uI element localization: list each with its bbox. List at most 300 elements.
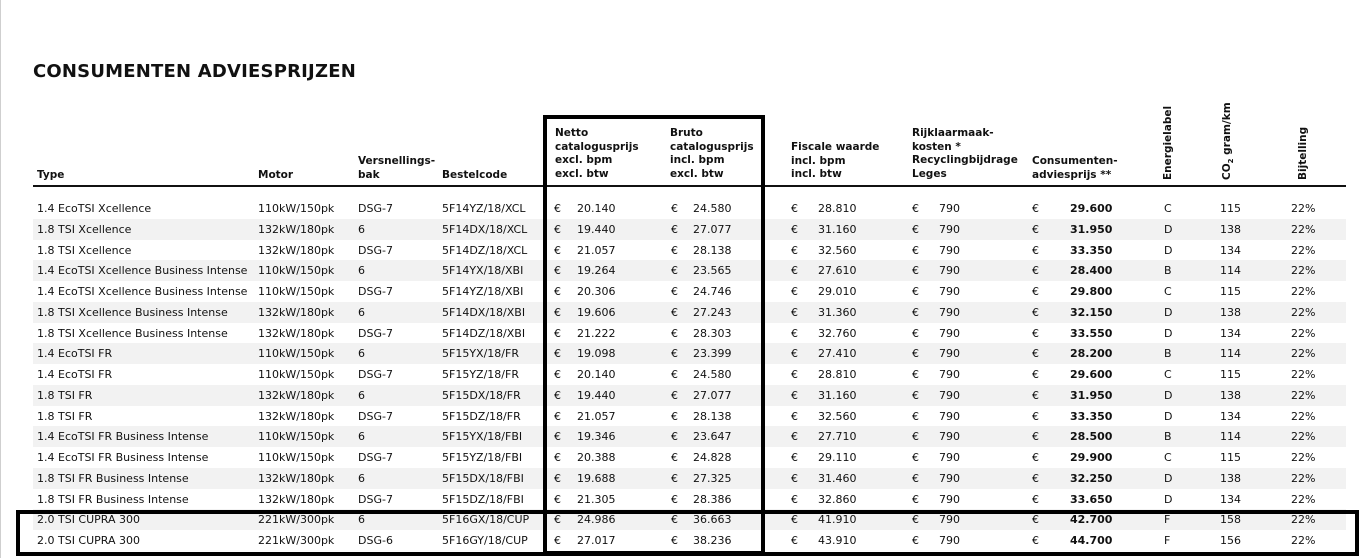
header-rijklaar-line: Leges bbox=[912, 167, 947, 180]
cell-netto: 20.140 bbox=[577, 202, 616, 215]
cell-bak: 6 bbox=[358, 305, 365, 319]
header-type-text: Type bbox=[37, 169, 65, 181]
header-netto-line: excl. btw bbox=[555, 167, 609, 180]
currency-symbol: € bbox=[671, 347, 678, 361]
cell-advies: 28.200 bbox=[1070, 347, 1113, 361]
cell-motor: 110kW/150pk bbox=[258, 202, 335, 215]
cell-netto: 19.440 bbox=[577, 388, 616, 402]
cell-label: D bbox=[1164, 243, 1173, 257]
cell-advies: 29.900 bbox=[1070, 451, 1113, 464]
currency-symbol: € bbox=[1032, 388, 1039, 402]
cell-co2: 134 bbox=[1220, 326, 1241, 340]
table-row bbox=[33, 198, 1346, 219]
cell-fiscale: 31.360 bbox=[818, 305, 857, 319]
cell-bak: 6 bbox=[358, 513, 365, 527]
header-co2 bbox=[1221, 102, 1235, 180]
cell-advies: 29.600 bbox=[1070, 368, 1113, 381]
cell-rijklaar: 790 bbox=[939, 347, 960, 361]
cell-co2: 114 bbox=[1220, 430, 1241, 444]
cell-bak: 6 bbox=[358, 471, 365, 485]
header-versnellingsbak-line: bak bbox=[358, 168, 380, 181]
header-versnellingsbak-line: Versnellings- bbox=[358, 155, 436, 167]
currency-symbol: € bbox=[912, 305, 919, 319]
cell-motor: 110kW/150pk bbox=[258, 368, 335, 381]
cell-co2: 115 bbox=[1220, 451, 1241, 464]
cell-bijtelling: 22% bbox=[1291, 388, 1316, 402]
header-motor bbox=[258, 169, 293, 183]
cell-code: 5F15YZ/18/FBI bbox=[442, 451, 523, 464]
cell-bruto: 24.580 bbox=[693, 368, 732, 381]
currency-symbol: € bbox=[791, 326, 798, 340]
cell-label: B bbox=[1164, 430, 1172, 444]
currency-symbol: € bbox=[1032, 222, 1039, 236]
cell-advies: 28.400 bbox=[1070, 264, 1113, 278]
table-row bbox=[33, 530, 1346, 551]
currency-symbol: € bbox=[1032, 471, 1039, 485]
cell-code: 5F15DZ/18/FR bbox=[442, 409, 521, 423]
cell-co2: 138 bbox=[1220, 471, 1241, 485]
cell-bak: 6 bbox=[358, 388, 365, 402]
currency-symbol: € bbox=[554, 492, 561, 506]
cell-netto: 19.440 bbox=[577, 222, 616, 236]
currency-symbol: € bbox=[1032, 451, 1039, 464]
currency-symbol: € bbox=[671, 368, 678, 381]
cell-motor: 132kW/180pk bbox=[258, 222, 335, 236]
cell-bruto: 28.138 bbox=[693, 243, 732, 257]
cell-bruto: 38.236 bbox=[693, 534, 732, 547]
currency-symbol: € bbox=[671, 534, 678, 547]
cell-fiscale: 29.110 bbox=[818, 451, 857, 464]
cell-fiscale: 27.710 bbox=[818, 430, 857, 444]
currency-symbol: € bbox=[791, 222, 798, 236]
cell-advies: 32.250 bbox=[1070, 471, 1113, 485]
cell-rijklaar: 790 bbox=[939, 492, 960, 506]
currency-symbol: € bbox=[1032, 243, 1039, 257]
currency-symbol: € bbox=[671, 492, 678, 506]
currency-symbol: € bbox=[554, 388, 561, 402]
cell-code: 5F15YZ/18/FR bbox=[442, 368, 519, 381]
cell-bijtelling: 22% bbox=[1291, 305, 1316, 319]
cell-motor: 110kW/150pk bbox=[258, 264, 335, 278]
cell-bruto: 23.647 bbox=[693, 430, 732, 444]
header-bruto-line: excl. btw bbox=[670, 167, 724, 180]
cell-netto: 19.346 bbox=[577, 430, 616, 444]
cell-type: 1.4 EcoTSI FR Business Intense bbox=[37, 430, 209, 444]
currency-symbol: € bbox=[1032, 492, 1039, 506]
header-energielabel-text: Energielabel bbox=[1162, 105, 1174, 180]
cell-fiscale: 31.160 bbox=[818, 388, 857, 402]
currency-symbol: € bbox=[791, 285, 798, 298]
cell-code: 5F14YZ/18/XBI bbox=[442, 285, 524, 298]
currency-symbol: € bbox=[554, 326, 561, 340]
cell-type: 1.8 TSI FR Business Intense bbox=[37, 492, 189, 506]
header-energielabel bbox=[1162, 106, 1174, 180]
cell-advies: 32.150 bbox=[1070, 305, 1113, 319]
header-netto bbox=[555, 127, 639, 181]
cell-code: 5F14DX/18/XBI bbox=[442, 305, 526, 319]
cell-netto: 21.222 bbox=[577, 326, 616, 340]
cell-label: D bbox=[1164, 492, 1173, 506]
currency-symbol: € bbox=[912, 409, 919, 423]
currency-symbol: € bbox=[554, 513, 561, 527]
table-row bbox=[33, 281, 1346, 302]
cell-bak: DSG-7 bbox=[358, 451, 393, 464]
header-fiscale-line: incl. btw bbox=[791, 168, 842, 180]
cell-bijtelling: 22% bbox=[1291, 492, 1316, 506]
cell-co2: 115 bbox=[1220, 368, 1241, 381]
cell-bruto: 27.077 bbox=[693, 222, 732, 236]
cell-label: C bbox=[1164, 202, 1172, 215]
cell-label: D bbox=[1164, 222, 1173, 236]
cell-bak: 6 bbox=[358, 264, 365, 278]
cell-bijtelling: 22% bbox=[1291, 534, 1316, 547]
cell-fiscale: 31.160 bbox=[818, 222, 857, 236]
header-consumenten-line: adviesprijs ** bbox=[1032, 168, 1112, 181]
currency-symbol: € bbox=[554, 305, 561, 319]
currency-symbol: € bbox=[791, 243, 798, 257]
cell-netto: 21.057 bbox=[577, 409, 616, 423]
header-netto-line: catalogusprijs bbox=[555, 140, 639, 153]
cell-fiscale: 32.560 bbox=[818, 409, 857, 423]
currency-symbol: € bbox=[554, 222, 561, 236]
table-row bbox=[33, 468, 1346, 489]
currency-symbol: € bbox=[671, 264, 678, 278]
header-bruto bbox=[670, 127, 754, 181]
cell-fiscale: 32.560 bbox=[818, 243, 857, 257]
currency-symbol: € bbox=[554, 285, 561, 298]
cell-type: 1.4 EcoTSI Xcellence Business Intense bbox=[37, 264, 248, 278]
cell-rijklaar: 790 bbox=[939, 368, 960, 381]
cell-code: 5F16GY/18/CUP bbox=[442, 534, 528, 547]
currency-symbol: € bbox=[912, 326, 919, 340]
cell-type: 1.8 TSI Xcellence Business Intense bbox=[37, 326, 228, 340]
cell-bijtelling: 22% bbox=[1291, 409, 1316, 423]
cell-bak: 6 bbox=[358, 430, 365, 444]
cell-rijklaar: 790 bbox=[939, 202, 960, 215]
cell-code: 5F15YX/18/FR bbox=[442, 347, 519, 361]
cell-rijklaar: 790 bbox=[939, 534, 960, 547]
table-row bbox=[33, 426, 1346, 447]
cell-rijklaar: 790 bbox=[939, 513, 960, 527]
header-co2-text: CO bbox=[1221, 163, 1233, 180]
cell-label: D bbox=[1164, 326, 1173, 340]
header-fiscale-line: Fiscale waarde bbox=[791, 141, 880, 153]
header-bestelcode-text: Bestelcode bbox=[442, 169, 508, 181]
table-row bbox=[33, 364, 1346, 385]
cell-bruto: 28.303 bbox=[693, 326, 732, 340]
currency-symbol: € bbox=[791, 471, 798, 485]
table-row bbox=[33, 343, 1346, 364]
cell-motor: 110kW/150pk bbox=[258, 285, 335, 298]
cell-motor: 132kW/180pk bbox=[258, 471, 335, 485]
cell-netto: 19.264 bbox=[577, 264, 616, 278]
cell-rijklaar: 790 bbox=[939, 264, 960, 278]
currency-symbol: € bbox=[671, 326, 678, 340]
cell-co2: 156 bbox=[1220, 534, 1241, 547]
cell-netto: 27.017 bbox=[577, 534, 616, 547]
cell-motor: 132kW/180pk bbox=[258, 305, 335, 319]
header-fiscale-waarde bbox=[791, 141, 879, 182]
header-netto-line: Netto bbox=[555, 127, 589, 139]
cell-code: 5F14YX/18/XBI bbox=[442, 264, 524, 278]
cell-type: 2.0 TSI CUPRA 300 bbox=[37, 534, 141, 547]
currency-symbol: € bbox=[1032, 368, 1039, 381]
table-row bbox=[33, 385, 1346, 406]
currency-symbol: € bbox=[791, 347, 798, 361]
cell-bak: 6 bbox=[358, 222, 365, 236]
cell-bijtelling: 22% bbox=[1291, 222, 1316, 236]
header-type bbox=[37, 169, 64, 183]
table-row bbox=[33, 302, 1346, 323]
cell-code: 5F15YX/18/FBI bbox=[442, 430, 523, 444]
cell-code: 5F14DX/18/XCL bbox=[442, 222, 528, 236]
currency-symbol: € bbox=[671, 513, 678, 527]
currency-symbol: € bbox=[671, 285, 678, 298]
cell-label: C bbox=[1164, 285, 1172, 298]
cell-advies: 28.500 bbox=[1070, 430, 1113, 444]
cell-bak: DSG-7 bbox=[358, 409, 393, 423]
table-row bbox=[33, 406, 1346, 427]
cell-netto: 20.306 bbox=[577, 285, 616, 298]
header-rijklaarmaakkosten bbox=[912, 127, 1018, 181]
currency-symbol: € bbox=[791, 202, 798, 215]
header-rijklaar-line: Recyclingbijdrage bbox=[912, 154, 1018, 166]
table-row bbox=[33, 323, 1346, 344]
table-row bbox=[33, 447, 1346, 468]
currency-symbol: € bbox=[1032, 326, 1039, 340]
currency-symbol: € bbox=[554, 409, 561, 423]
cell-bijtelling: 22% bbox=[1291, 202, 1316, 215]
cell-advies: 33.650 bbox=[1070, 492, 1113, 506]
cell-advies: 44.700 bbox=[1070, 534, 1113, 547]
cell-code: 5F16GX/18/CUP bbox=[442, 513, 530, 527]
cell-advies: 33.350 bbox=[1070, 409, 1113, 423]
cell-fiscale: 29.010 bbox=[818, 285, 857, 298]
cell-bruto: 28.138 bbox=[693, 409, 732, 423]
cell-label: F bbox=[1164, 534, 1171, 547]
cell-co2: 134 bbox=[1220, 409, 1241, 423]
cell-rijklaar: 790 bbox=[939, 430, 960, 444]
currency-symbol: € bbox=[912, 264, 919, 278]
currency-symbol: € bbox=[791, 305, 798, 319]
currency-symbol: € bbox=[791, 534, 798, 547]
cell-advies: 29.800 bbox=[1070, 285, 1113, 298]
currency-symbol: € bbox=[912, 243, 919, 257]
currency-symbol: € bbox=[554, 534, 561, 547]
cell-co2: 138 bbox=[1220, 388, 1241, 402]
cell-bruto: 28.386 bbox=[693, 492, 732, 506]
cell-label: D bbox=[1164, 305, 1173, 319]
cell-co2: 138 bbox=[1220, 222, 1241, 236]
currency-symbol: € bbox=[791, 409, 798, 423]
cell-netto: 19.098 bbox=[577, 347, 616, 361]
currency-symbol: € bbox=[791, 492, 798, 506]
cell-bak: 6 bbox=[358, 347, 365, 361]
cell-advies: 31.950 bbox=[1070, 222, 1113, 236]
cell-label: B bbox=[1164, 347, 1172, 361]
cell-rijklaar: 790 bbox=[939, 409, 960, 423]
currency-symbol: € bbox=[912, 368, 919, 381]
header-motor-text: Motor bbox=[258, 169, 294, 181]
currency-symbol: € bbox=[1032, 534, 1039, 547]
cell-rijklaar: 790 bbox=[939, 326, 960, 340]
cell-code: 5F14YZ/18/XCL bbox=[442, 202, 526, 215]
header-bijtelling-text: Bijtelling bbox=[1297, 126, 1309, 180]
currency-symbol: € bbox=[671, 202, 678, 215]
cell-co2: 138 bbox=[1220, 305, 1241, 319]
currency-symbol: € bbox=[912, 492, 919, 506]
cell-bak: DSG-7 bbox=[358, 368, 393, 381]
cell-motor: 221kW/300pk bbox=[258, 534, 335, 547]
cell-label: D bbox=[1164, 409, 1173, 423]
cell-netto: 24.986 bbox=[577, 513, 616, 527]
currency-symbol: € bbox=[791, 388, 798, 402]
cell-type: 1.8 TSI Xcellence bbox=[37, 222, 132, 236]
cell-motor: 132kW/180pk bbox=[258, 492, 335, 506]
cell-advies: 33.550 bbox=[1070, 326, 1113, 340]
currency-symbol: € bbox=[1032, 264, 1039, 278]
header-co2-unit: gram/km bbox=[1221, 102, 1233, 159]
cell-motor: 110kW/150pk bbox=[258, 430, 335, 444]
cell-bruto: 23.399 bbox=[693, 347, 732, 361]
table-row bbox=[33, 240, 1346, 261]
cell-rijklaar: 790 bbox=[939, 305, 960, 319]
cell-co2: 114 bbox=[1220, 347, 1241, 361]
cell-type: 1.8 TSI FR bbox=[37, 409, 93, 423]
cell-type: 1.4 EcoTSI FR bbox=[37, 368, 113, 381]
currency-symbol: € bbox=[671, 305, 678, 319]
cell-type: 1.8 TSI FR Business Intense bbox=[37, 471, 189, 485]
currency-symbol: € bbox=[1032, 513, 1039, 527]
cell-bijtelling: 22% bbox=[1291, 326, 1316, 340]
currency-symbol: € bbox=[912, 534, 919, 547]
cell-co2: 115 bbox=[1220, 285, 1241, 298]
page-edge-line bbox=[0, 0, 1, 558]
cell-rijklaar: 790 bbox=[939, 388, 960, 402]
cell-rijklaar: 790 bbox=[939, 243, 960, 257]
cell-fiscale: 31.460 bbox=[818, 471, 857, 485]
currency-symbol: € bbox=[671, 388, 678, 402]
currency-symbol: € bbox=[554, 471, 561, 485]
cell-bijtelling: 22% bbox=[1291, 513, 1316, 527]
header-bruto-line: catalogusprijs bbox=[670, 140, 754, 153]
header-consumentenadviesprijs bbox=[1032, 155, 1118, 182]
page-title: CONSUMENTEN ADVIESPRIJZEN bbox=[33, 61, 356, 82]
cell-fiscale: 28.810 bbox=[818, 202, 857, 215]
cell-fiscale: 32.860 bbox=[818, 492, 857, 506]
cell-motor: 221kW/300pk bbox=[258, 513, 335, 527]
cell-advies: 33.350 bbox=[1070, 243, 1113, 257]
cell-rijklaar: 790 bbox=[939, 451, 960, 464]
cell-advies: 29.600 bbox=[1070, 202, 1113, 215]
header-bestelcode bbox=[442, 169, 507, 183]
cell-motor: 132kW/180pk bbox=[258, 326, 335, 340]
currency-symbol: € bbox=[791, 264, 798, 278]
cell-motor: 110kW/150pk bbox=[258, 347, 335, 361]
currency-symbol: € bbox=[671, 243, 678, 257]
cell-bak: DSG-7 bbox=[358, 492, 393, 506]
cell-rijklaar: 790 bbox=[939, 471, 960, 485]
currency-symbol: € bbox=[554, 202, 561, 215]
currency-symbol: € bbox=[1032, 347, 1039, 361]
currency-symbol: € bbox=[1032, 202, 1039, 215]
header-versnellingsbak bbox=[358, 155, 435, 182]
cell-type: 1.4 EcoTSI FR bbox=[37, 347, 113, 361]
currency-symbol: € bbox=[1032, 409, 1039, 423]
cell-bruto: 27.077 bbox=[693, 388, 732, 402]
cell-netto: 19.688 bbox=[577, 471, 616, 485]
cell-fiscale: 27.410 bbox=[818, 347, 857, 361]
table-row bbox=[33, 489, 1346, 510]
cell-motor: 132kW/180pk bbox=[258, 409, 335, 423]
cell-advies: 42.700 bbox=[1070, 513, 1113, 527]
cell-code: 5F15DX/18/FBI bbox=[442, 471, 524, 485]
cell-type: 1.4 EcoTSI Xcellence Business Intense bbox=[37, 285, 248, 298]
cell-fiscale: 27.610 bbox=[818, 264, 857, 278]
cell-type: 1.8 TSI Xcellence Business Intense bbox=[37, 305, 228, 319]
currency-symbol: € bbox=[912, 347, 919, 361]
currency-symbol: € bbox=[671, 409, 678, 423]
header-rijklaar-line: kosten * bbox=[912, 140, 961, 153]
cell-bak: DSG-7 bbox=[358, 285, 393, 298]
cell-fiscale: 28.810 bbox=[818, 368, 857, 381]
cell-motor: 132kW/180pk bbox=[258, 243, 335, 257]
currency-symbol: € bbox=[791, 430, 798, 444]
cell-bruto: 24.746 bbox=[693, 285, 732, 298]
cell-code: 5F14DZ/18/XCL bbox=[442, 243, 528, 257]
cell-advies: 31.950 bbox=[1070, 388, 1113, 402]
cell-rijklaar: 790 bbox=[939, 285, 960, 298]
currency-symbol: € bbox=[912, 202, 919, 215]
header-netto-line: excl. bpm bbox=[555, 154, 613, 166]
currency-symbol: € bbox=[554, 347, 561, 361]
table-row bbox=[33, 219, 1346, 240]
currency-symbol: € bbox=[791, 368, 798, 381]
header-divider bbox=[33, 185, 1346, 187]
cell-bak: DSG-7 bbox=[358, 243, 393, 257]
cell-bijtelling: 22% bbox=[1291, 430, 1316, 444]
cell-label: B bbox=[1164, 264, 1172, 278]
header-bruto-line: Bruto bbox=[670, 127, 703, 139]
currency-symbol: € bbox=[554, 243, 561, 257]
cell-bijtelling: 22% bbox=[1291, 285, 1316, 298]
header-consumenten-line: Consumenten- bbox=[1032, 155, 1118, 167]
cell-bruto: 24.580 bbox=[693, 202, 732, 215]
cell-label: D bbox=[1164, 471, 1173, 485]
currency-symbol: € bbox=[912, 513, 919, 527]
cell-type: 1.8 TSI Xcellence bbox=[37, 243, 132, 257]
cell-bak: DSG-7 bbox=[358, 202, 393, 215]
cell-co2: 134 bbox=[1220, 492, 1241, 506]
cell-bruto: 27.325 bbox=[693, 471, 732, 485]
header-fiscale-line: incl. bpm bbox=[791, 154, 846, 167]
cell-fiscale: 43.910 bbox=[818, 534, 857, 547]
cell-netto: 19.606 bbox=[577, 305, 616, 319]
cell-rijklaar: 790 bbox=[939, 222, 960, 236]
cell-type: 1.4 EcoTSI FR Business Intense bbox=[37, 451, 209, 464]
cell-bak: DSG-7 bbox=[358, 326, 393, 340]
cell-netto: 20.388 bbox=[577, 451, 616, 464]
cell-motor: 110kW/150pk bbox=[258, 451, 335, 464]
cell-bijtelling: 22% bbox=[1291, 243, 1316, 257]
cell-bruto: 36.663 bbox=[693, 513, 732, 527]
header-co2-subscript: 2 bbox=[1227, 158, 1236, 164]
cell-bijtelling: 22% bbox=[1291, 347, 1316, 361]
header-bijtelling bbox=[1297, 127, 1309, 180]
cell-bruto: 23.565 bbox=[693, 264, 732, 278]
header-rijklaar-line: Rijklaarmaak- bbox=[912, 127, 994, 139]
cell-co2: 134 bbox=[1220, 243, 1241, 257]
